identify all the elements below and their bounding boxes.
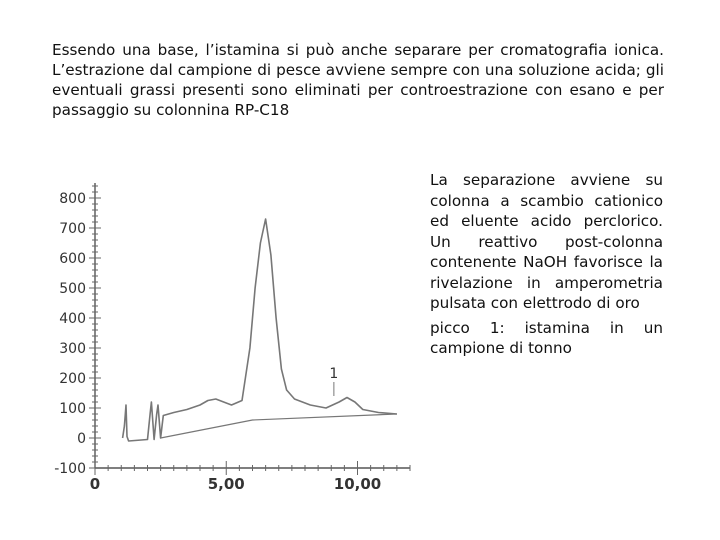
y-tick-label: 700 xyxy=(59,221,86,237)
series-line-chromatogram xyxy=(123,219,397,441)
peak-label: 1 xyxy=(329,366,339,382)
peak-note: picco 1: istamina in un campione di tonno xyxy=(430,318,663,357)
side-text xyxy=(430,170,663,363)
x-tick-label: 5,00 xyxy=(207,475,245,493)
y-tick-label: 500 xyxy=(59,281,86,297)
y-tick-label: 600 xyxy=(59,251,86,267)
separation-description: La separazione avviene su colonna a scambio cationico ed eluente acido perclorico. Un reattivo post-colonna contenente NaOH favorisce la rivelazione in amperometria pulsata con elettrodo di oro xyxy=(430,171,663,312)
y-tick-label: 100 xyxy=(59,401,86,417)
intro-paragraph: Essendo una base, l’istamina si può anche separare per cromatografia ionica. L’estrazione dal campione di pesce avviene sempre con una soluzione acida; gli eventuali grassi presenti sono eliminati per controestrazione con esano e per passaggio su colonnina RP-C18 xyxy=(52,41,664,119)
y-tick-label: 0 xyxy=(77,431,86,447)
y-tick-label: 400 xyxy=(59,311,86,327)
y-tick-label: 300 xyxy=(59,341,86,357)
series-line-baseline xyxy=(161,414,397,438)
y-tick-label: 800 xyxy=(59,191,86,207)
y-tick-label: 200 xyxy=(59,371,86,387)
x-tick-label: 0 xyxy=(89,475,101,493)
y-tick-label: -100 xyxy=(54,461,86,477)
chromatogram-chart xyxy=(38,178,428,498)
x-tick-label: 10,00 xyxy=(333,475,382,493)
